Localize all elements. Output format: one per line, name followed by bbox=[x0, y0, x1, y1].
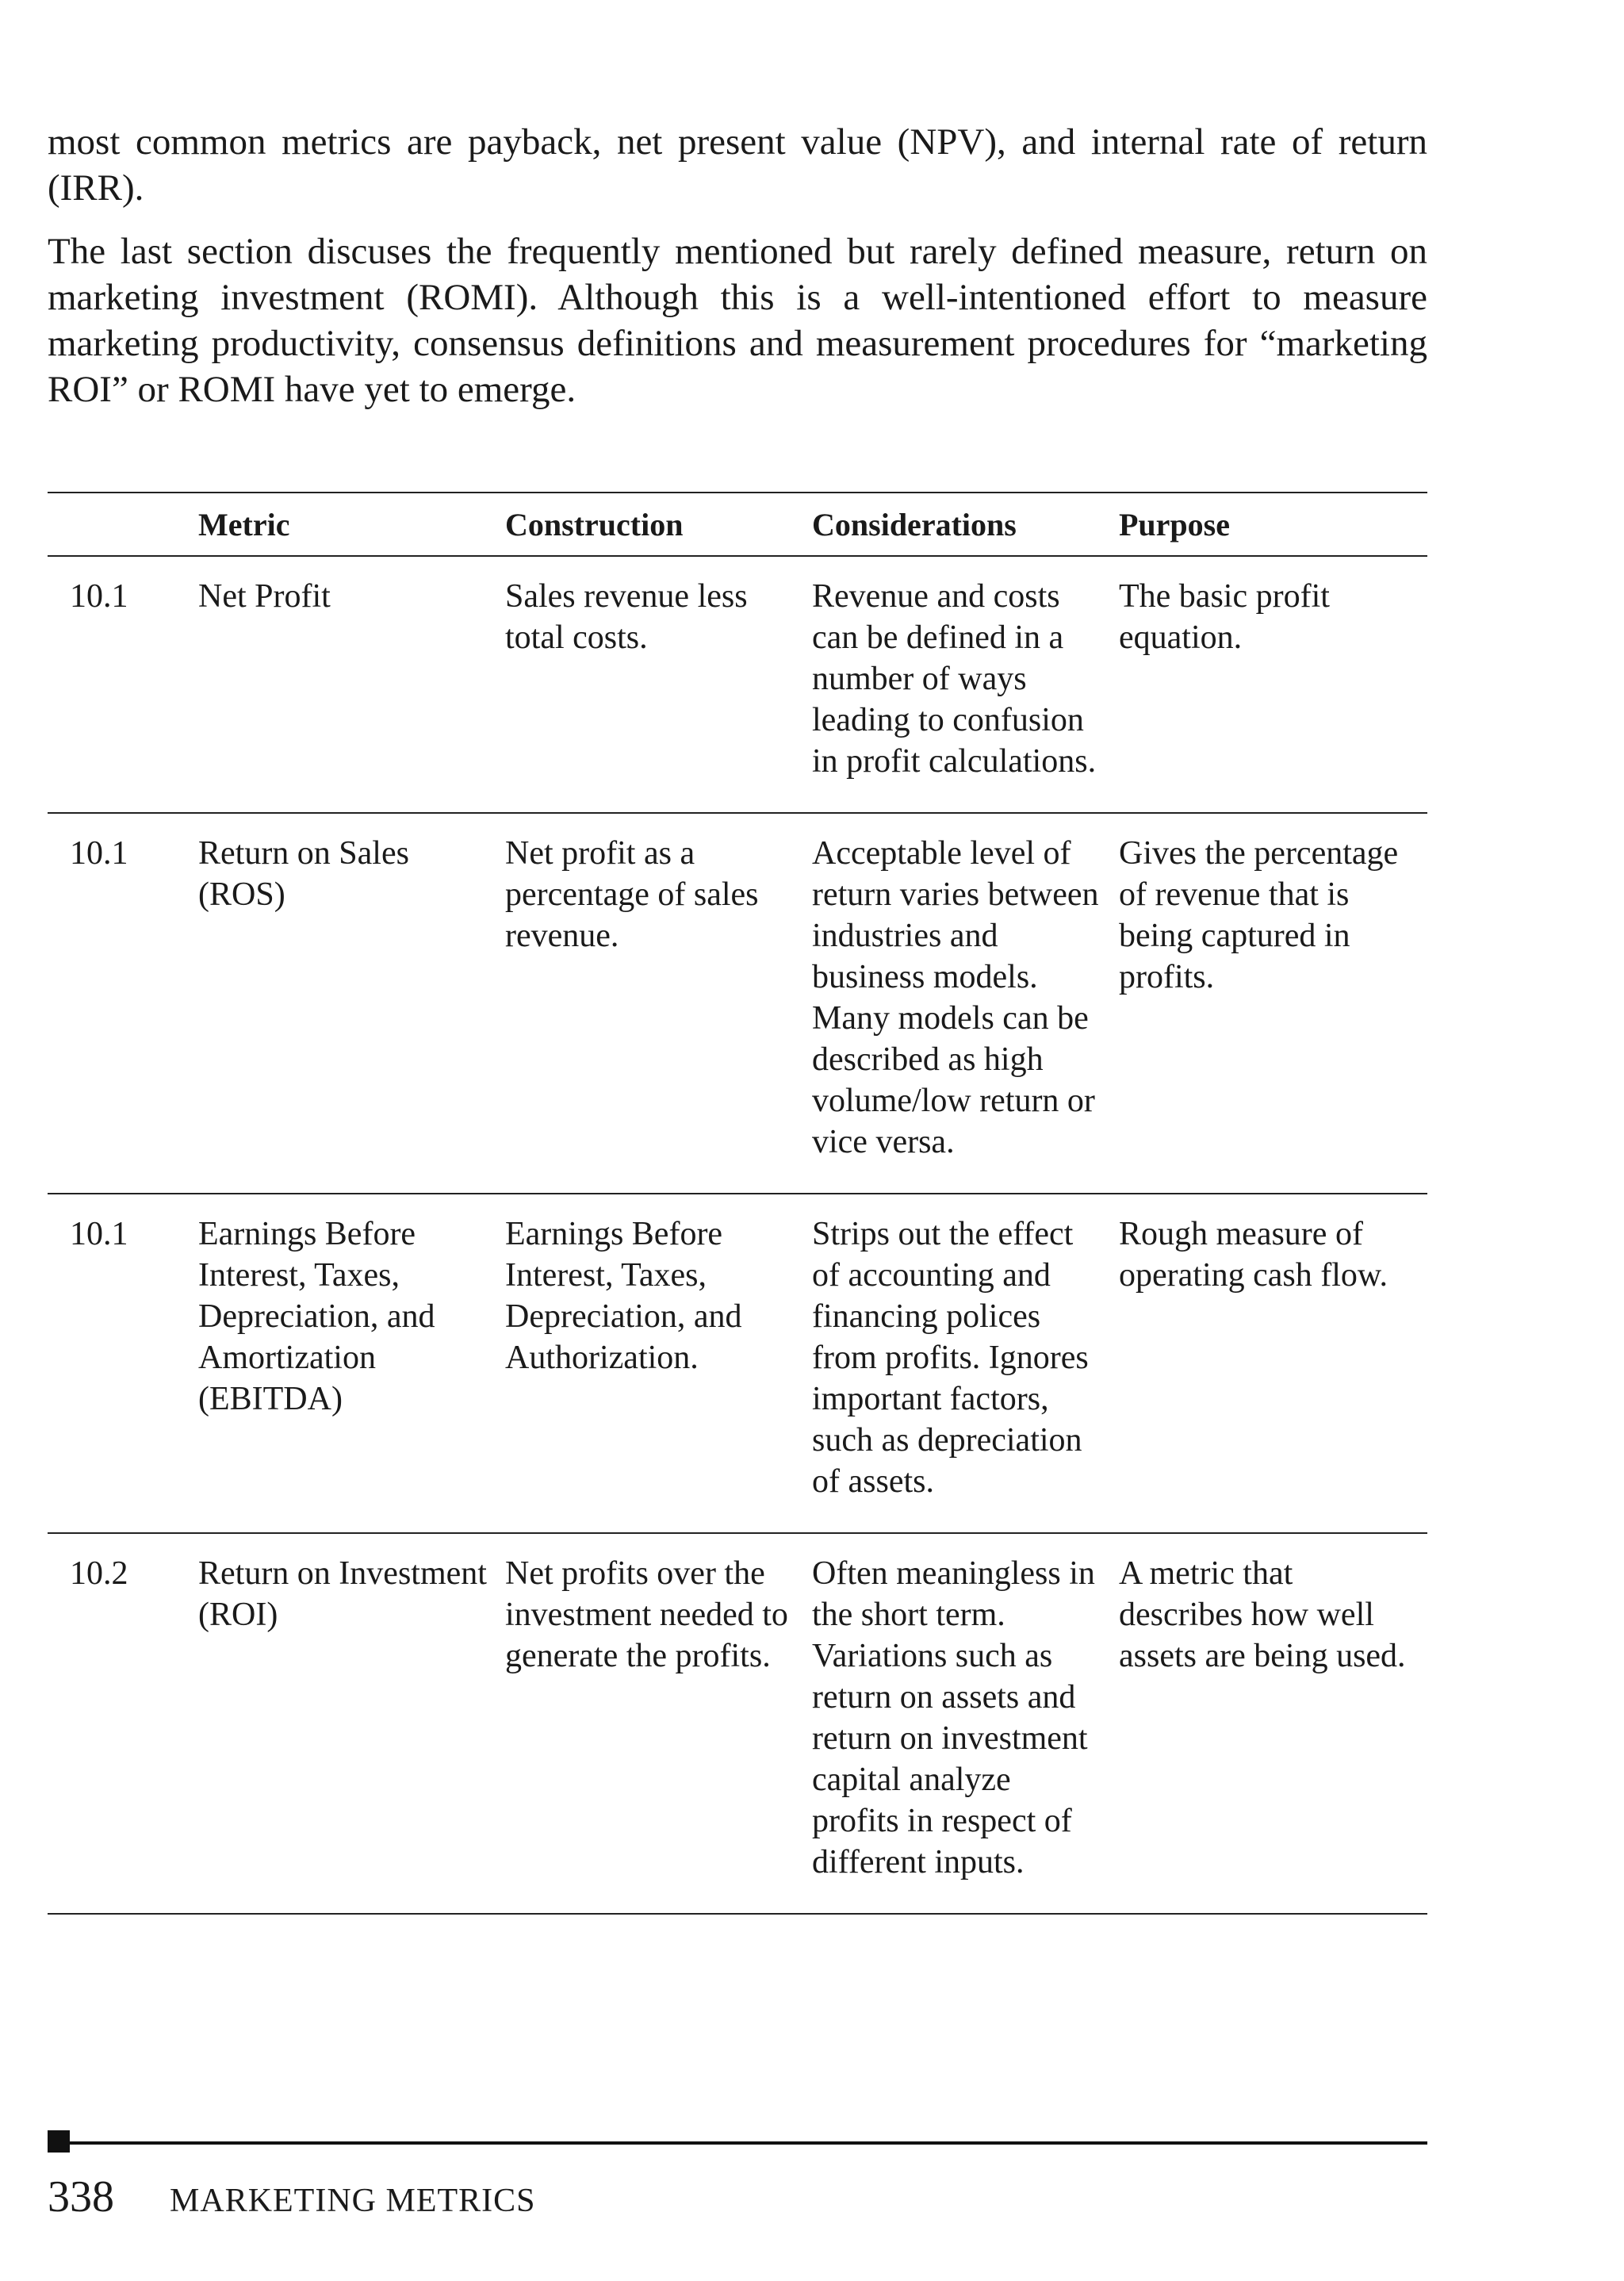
footer-rule bbox=[48, 2141, 1427, 2145]
row-number: 10.1 bbox=[48, 556, 198, 813]
row-construction: Net profit as a percentage of sales revenue. bbox=[505, 813, 812, 1194]
header-number bbox=[48, 493, 198, 556]
row-metric: Net Profit bbox=[198, 556, 505, 813]
table-header bbox=[48, 493, 1427, 556]
page-footer bbox=[48, 2172, 536, 2222]
row-number: 10.2 bbox=[48, 1533, 198, 1914]
intro-paragraph-1: most common metrics are payback, net present value (NPV), and internal rate of return (IRR). bbox=[48, 121, 1427, 209]
row-considerations: Acceptable level of return varies between industries and business models. Many models can be described as high volume/low return or vice versa. bbox=[812, 813, 1119, 1194]
row-considerations: Often meaningless in the short term. Variations such as return on assets and return on investment capital analyze profits in respect of different inputs. bbox=[812, 1533, 1119, 1914]
row-metric: Return on Investment (ROI) bbox=[198, 1533, 505, 1914]
running-head: MARKETING METRICS bbox=[170, 2183, 536, 2219]
row-construction: Earnings Before Interest, Taxes, Depreciation, and Authorization. bbox=[505, 1194, 812, 1533]
metrics-table bbox=[48, 492, 1427, 1915]
body-text bbox=[48, 119, 1427, 430]
row-construction: Net profits over the investment needed to generate the profits. bbox=[505, 1533, 812, 1914]
row-number: 10.1 bbox=[48, 813, 198, 1194]
table-row bbox=[48, 1533, 1427, 1914]
table-row bbox=[48, 1194, 1427, 1533]
row-purpose: The basic profit equation. bbox=[1119, 556, 1427, 813]
header-metric: Metric bbox=[198, 493, 505, 556]
header-construction: Construction bbox=[505, 493, 812, 556]
table-row bbox=[48, 556, 1427, 813]
row-purpose: Rough measure of operating cash flow. bbox=[1119, 1194, 1427, 1533]
row-purpose: A metric that describes how well assets are being used. bbox=[1119, 1533, 1427, 1914]
header-considerations: Considerations bbox=[812, 493, 1119, 556]
row-metric: Return on Sales (ROS) bbox=[198, 813, 505, 1194]
table-row bbox=[48, 813, 1427, 1194]
row-considerations: Strips out the effect of accounting and financing polices from profits. Ignores important factors, such as depreciation of assets. bbox=[812, 1194, 1119, 1533]
table-header-row bbox=[48, 493, 1427, 556]
row-purpose: Gives the percentage of revenue that is being captured in profits. bbox=[1119, 813, 1427, 1194]
intro-paragraph-2: The last section discuses the frequently mentioned but rarely defined measure, return on marketing investment (ROMI). Although this is a well-intentioned effort to measure marketing productivity, consensus definitions and measurement procedures for “marketing ROI” or ROMI have yet to emerge. bbox=[48, 231, 1427, 410]
row-considerations: Revenue and costs can be defined in a number of ways leading to confusion in profit calculations. bbox=[812, 556, 1119, 813]
table-body bbox=[48, 556, 1427, 1914]
header-purpose: Purpose bbox=[1119, 493, 1427, 556]
row-metric: Earnings Before Interest, Taxes, Depreciation, and Amortization (EBITDA) bbox=[198, 1194, 505, 1533]
row-number: 10.1 bbox=[48, 1194, 198, 1533]
page-number: 338 bbox=[48, 2172, 114, 2222]
row-construction: Sales revenue less total costs. bbox=[505, 556, 812, 813]
